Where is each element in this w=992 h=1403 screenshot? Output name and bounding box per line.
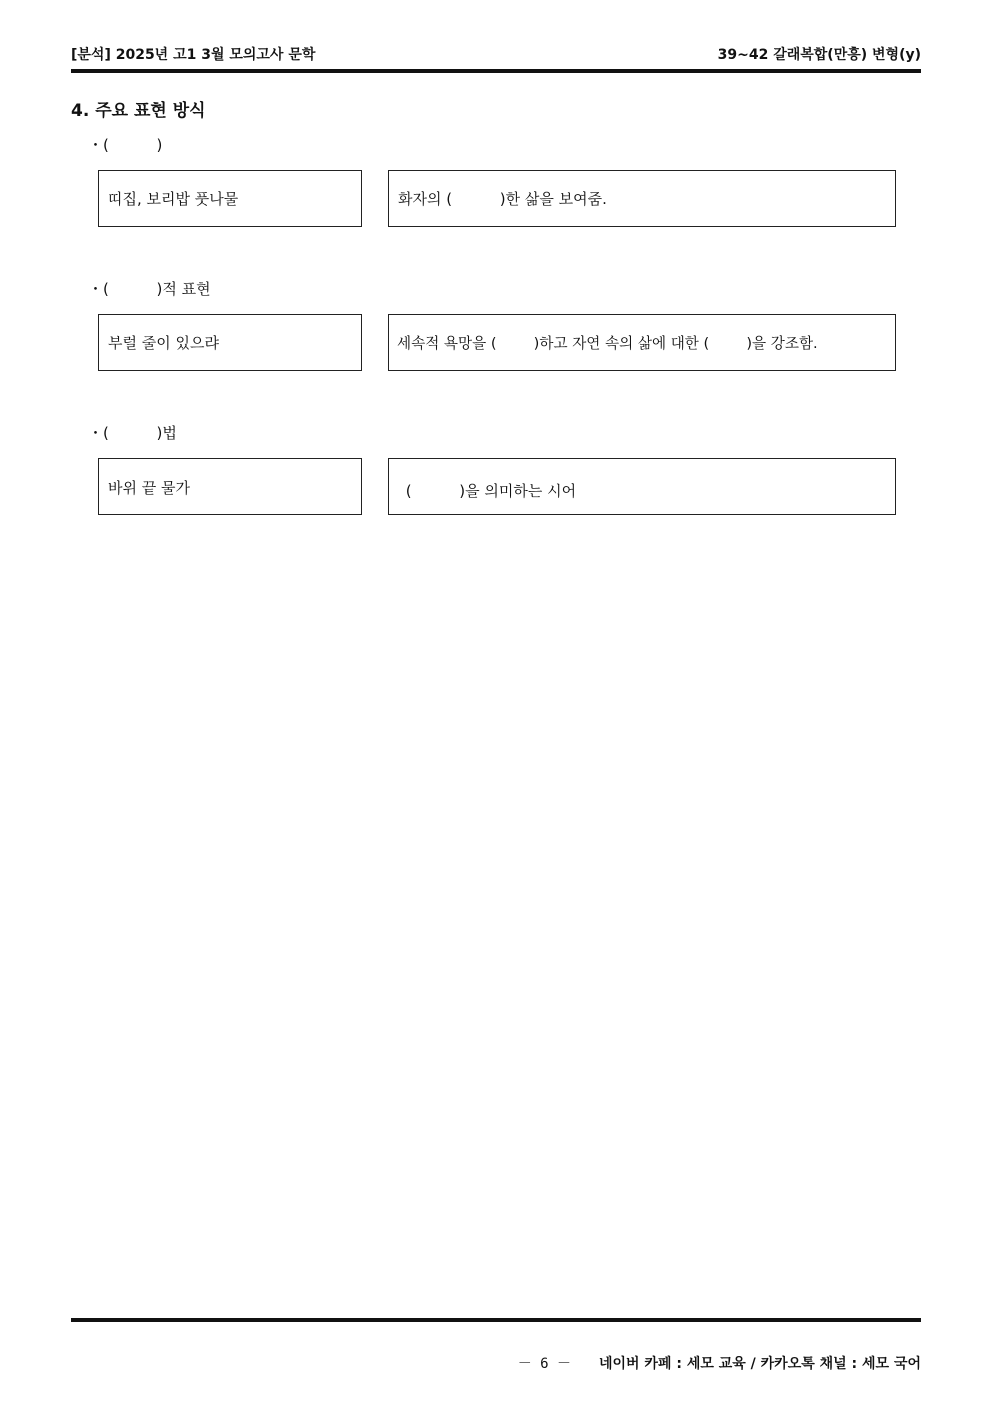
item-1-example: 띠집, 보리밥 풋나물 xyxy=(108,190,239,208)
page-footer xyxy=(509,1337,921,1373)
footer-rule xyxy=(71,1318,921,1322)
item-1-explanation-box xyxy=(388,170,896,227)
item-2-label: ・( )적 표현 xyxy=(88,280,211,298)
item-3-explanation-box xyxy=(388,458,896,515)
item-1-explanation: 화자의 ( )한 삶을 보여줌. xyxy=(398,190,607,208)
header-title: [분석] 2025년 고1 3월 모의고사 문학 xyxy=(71,47,316,63)
item-3-explanation: ( )을 의미하는 시어 xyxy=(401,482,577,500)
item-1-example-box xyxy=(98,170,362,227)
item-2-explanation-box xyxy=(388,314,896,371)
item-2-explanation: 세속적 욕망을 ( )하고 자연 속의 삶에 대한 ( )을 강조함. xyxy=(397,335,818,352)
header-subtitle: 39~42 갈래복합(만흥) 변형(y) xyxy=(717,47,921,63)
item-1-label: ・( ) xyxy=(88,136,163,154)
page-header xyxy=(71,44,921,64)
footer-info: 네이버 카페 : 세모 교육 / 카카오톡 채널 : 세모 국어 xyxy=(598,1356,921,1372)
item-3-example: 바위 끝 물가 xyxy=(108,479,190,497)
item-3-label: ・( )법 xyxy=(88,424,177,442)
header-rule xyxy=(71,69,921,73)
item-2-example-box xyxy=(98,314,362,371)
item-2-example: 부럴 줄이 있으랴 xyxy=(108,334,219,352)
section-title: 4. 주요 표현 방식 xyxy=(71,101,206,121)
item-3-example-box xyxy=(98,458,362,515)
page-number: － 6 － xyxy=(517,1356,571,1372)
